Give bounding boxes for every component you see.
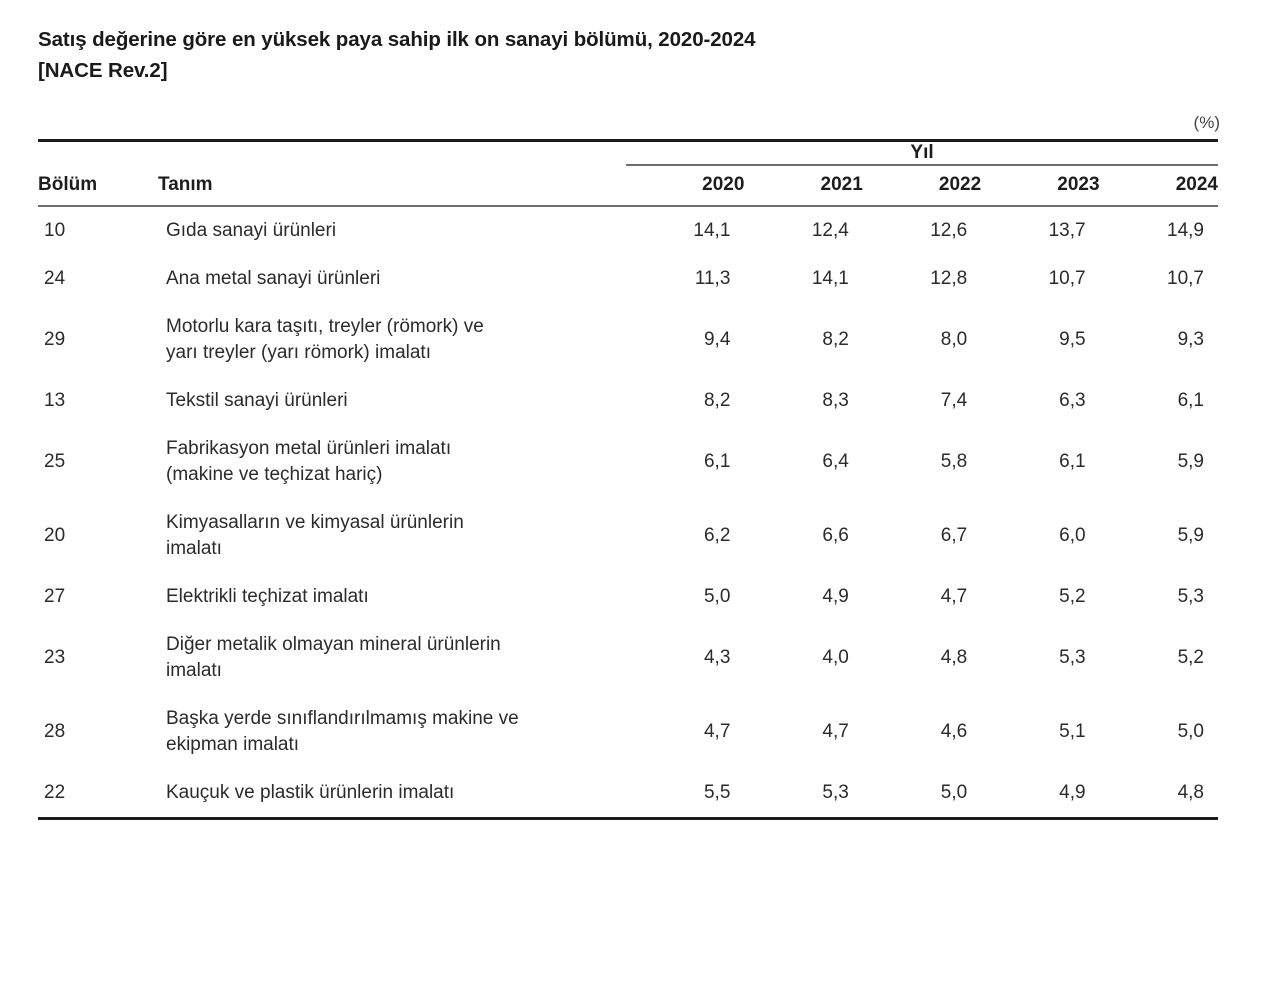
row-code: 28	[44, 721, 66, 742]
row-value-2022: 4,8	[940, 647, 968, 668]
row-description-line: ekipman imalatı	[166, 734, 300, 755]
row-description	[158, 377, 626, 425]
row-value-2020: 8,2	[703, 390, 731, 411]
row-value-2023: 6,3	[1059, 390, 1086, 411]
row-value-2021: 8,2	[822, 329, 849, 350]
row-value-2024: 9,3	[1177, 329, 1204, 350]
column-header-2022: 2022	[863, 165, 981, 206]
industry-share-table	[38, 139, 1218, 820]
row-value-2024: 5,9	[1177, 525, 1204, 546]
table-row	[38, 695, 1218, 769]
row-value-2020: 11,3	[694, 268, 731, 289]
group-header-row	[38, 142, 1218, 165]
table-row	[38, 255, 1218, 303]
row-value-2021: 4,7	[822, 721, 849, 742]
row-description	[158, 695, 626, 769]
row-value-2024: 5,0	[1177, 721, 1204, 742]
column-header-2023: 2023	[981, 165, 1099, 206]
row-value-2021: 5,3	[822, 782, 849, 803]
table-row	[38, 769, 1218, 819]
unit-label-row	[38, 113, 1220, 133]
table-row	[38, 573, 1218, 621]
row-value-2024: 10,7	[1167, 268, 1204, 289]
row-value-2023: 4,9	[1059, 782, 1086, 803]
row-value-2024: 5,2	[1177, 647, 1204, 668]
column-header-2024: 2024	[1100, 165, 1218, 206]
row-value-2020: 9,4	[703, 329, 731, 350]
row-value-2022: 6,7	[940, 525, 968, 546]
table-row	[38, 303, 1218, 377]
row-value-2021: 14,1	[811, 268, 849, 289]
column-header-2021: 2021	[744, 165, 862, 206]
row-value-2023: 5,3	[1059, 647, 1086, 668]
row-description	[158, 769, 626, 819]
row-value-2020: 6,1	[703, 451, 731, 472]
row-value-2020: 6,2	[703, 525, 731, 546]
row-value-2020: 4,7	[703, 721, 731, 742]
row-value-2022: 4,6	[940, 721, 968, 742]
row-code: 13	[44, 390, 66, 411]
table-body	[38, 206, 1218, 819]
group-header-spacer-code	[38, 142, 158, 165]
row-value-2024: 6,1	[1177, 390, 1204, 411]
row-value-2024: 5,3	[1177, 586, 1204, 607]
column-header-row	[38, 165, 1218, 206]
row-description	[158, 255, 626, 303]
table-header	[38, 141, 1218, 207]
row-description	[158, 499, 626, 573]
row-value-2023: 9,5	[1059, 329, 1086, 350]
row-description-line: Gıda sanayi ürünleri	[166, 220, 337, 241]
row-value-2023: 6,0	[1059, 525, 1086, 546]
row-code: 22	[44, 782, 66, 803]
row-value-2022: 8,0	[940, 329, 968, 350]
column-header-bolum: Bölüm	[38, 165, 158, 206]
row-description-line: Ana metal sanayi ürünleri	[166, 268, 381, 289]
row-value-2023: 10,7	[1048, 268, 1086, 289]
row-code: 10	[44, 220, 66, 241]
table-footer	[38, 819, 1218, 821]
row-description-line: Kimyasalların ve kimyasal ürünlerin	[166, 512, 464, 533]
row-description-line: imalatı	[166, 538, 222, 559]
row-code: 25	[44, 451, 66, 472]
row-value-2023: 5,2	[1059, 586, 1086, 607]
row-description	[158, 425, 626, 499]
row-description-line: Kauçuk ve plastik ürünlerin imalatı	[166, 782, 455, 803]
page-title-line-1: Satış değerine göre en yüksek paya sahip ilk on sanayi bölümü, 2020-2024	[38, 28, 756, 51]
row-description-line: Elektrikli teçhizat imalatı	[166, 586, 369, 607]
row-description-line: (makine ve teçhizat hariç)	[166, 464, 383, 485]
group-header-spacer-desc	[158, 142, 626, 165]
row-value-2022: 5,8	[940, 451, 968, 472]
row-value-2024: 4,8	[1177, 782, 1204, 803]
row-code: 29	[44, 329, 66, 350]
row-description-line: Diğer metalik olmayan mineral ürünlerin	[166, 634, 501, 655]
table-container	[38, 139, 1218, 820]
row-description-line: imalatı	[166, 660, 222, 681]
row-description	[158, 206, 626, 255]
row-value-2021: 12,4	[811, 220, 849, 241]
row-description	[158, 621, 626, 695]
page-title-line-2: [NACE Rev.2]	[38, 59, 168, 82]
row-value-2021: 4,0	[822, 647, 849, 668]
row-value-2020: 14,1	[693, 220, 731, 241]
row-code: 27	[44, 586, 66, 607]
row-value-2020: 4,3	[703, 647, 731, 668]
page-title	[38, 24, 1220, 86]
row-value-2024: 5,9	[1177, 451, 1204, 472]
row-value-2022: 12,8	[930, 268, 968, 289]
row-value-2021: 4,9	[822, 586, 849, 607]
table-row	[38, 425, 1218, 499]
table-row	[38, 377, 1218, 425]
table-bottom-rule	[38, 819, 1218, 821]
column-header-tanim: Tanım	[158, 165, 626, 206]
row-description-line: Tekstil sanayi ürünleri	[166, 390, 348, 411]
table-row	[38, 499, 1218, 573]
row-description-line: Başka yerde sınıflandırılmamış makine ve	[166, 708, 519, 729]
row-value-2024: 14,9	[1167, 220, 1204, 241]
row-value-2023: 6,1	[1059, 451, 1086, 472]
row-description	[158, 303, 626, 377]
row-value-2022: 7,4	[940, 390, 968, 411]
row-value-2022: 4,7	[940, 586, 968, 607]
row-value-2022: 12,6	[930, 220, 968, 241]
row-value-2023: 13,7	[1048, 220, 1086, 241]
row-code: 23	[44, 647, 66, 668]
row-value-2022: 5,0	[940, 782, 968, 803]
row-value-2020: 5,0	[703, 586, 731, 607]
column-header-2020: 2020	[626, 165, 744, 206]
row-description	[158, 573, 626, 621]
row-description-line: yarı treyler (yarı römork) imalatı	[166, 342, 431, 363]
row-value-2023: 5,1	[1059, 721, 1086, 742]
row-value-2021: 6,6	[822, 525, 849, 546]
group-header-year: Yıl	[626, 142, 1218, 165]
bottom-rule-cell	[38, 819, 1218, 821]
row-value-2021: 8,3	[822, 390, 849, 411]
row-value-2021: 6,4	[822, 451, 849, 472]
row-value-2020: 5,5	[703, 782, 731, 803]
row-description-line: Motorlu kara taşıtı, treyler (römork) ve	[166, 316, 484, 337]
unit-label: (%)	[1193, 113, 1220, 132]
table-row	[38, 206, 1218, 255]
row-description-line: Fabrikasyon metal ürünleri imalatı	[166, 438, 452, 459]
row-code: 20	[44, 525, 66, 546]
table-row	[38, 621, 1218, 695]
row-code: 24	[44, 268, 66, 289]
